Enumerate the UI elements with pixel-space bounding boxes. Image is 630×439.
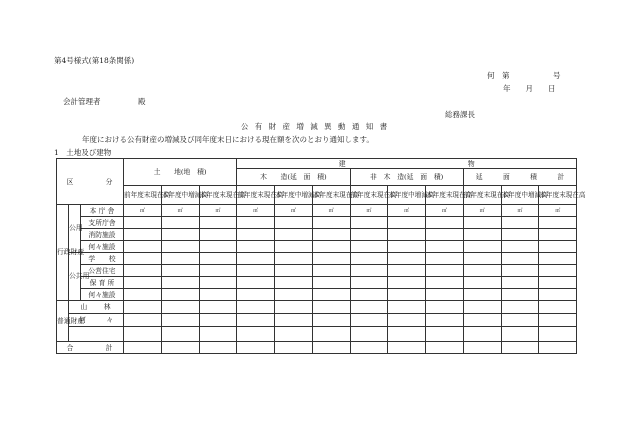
sub-prev: 前年度末現在高	[463, 186, 501, 205]
row-label-shichosha: 支所庁舎	[81, 217, 124, 229]
intro-text: 年度における公有財産の増減及び同年度末日における現在額を次のとおり通知します。	[82, 135, 374, 144]
table-row	[57, 217, 577, 229]
sub-change: 本年度中増減高	[501, 186, 539, 205]
table-row	[57, 253, 577, 265]
row-label-nanika: 何々施設	[81, 241, 124, 253]
row-label-shobo: 消防施設	[81, 229, 124, 241]
admin-property-label: 行政財産	[57, 205, 69, 301]
unit-label: ㎡	[199, 205, 237, 217]
table-row	[57, 229, 577, 241]
sub-change: 本年度中増減高	[275, 186, 313, 205]
grand-total-label: 合 計	[57, 342, 124, 354]
unit-label: ㎡	[124, 205, 162, 217]
addressee: 会計管理者	[63, 97, 101, 106]
sub-prev: 前年度末現在高	[350, 186, 388, 205]
row-label-kouei: 公営住宅	[81, 265, 124, 277]
unit-label: ㎡	[388, 205, 426, 217]
unit-label: ㎡	[463, 205, 501, 217]
table-row	[57, 265, 577, 277]
unit-label: ㎡	[161, 205, 199, 217]
sub-curr: 本年度末現在高	[539, 186, 577, 205]
document-number-label: 何 第	[487, 71, 510, 80]
document-number-suffix: 号	[553, 71, 561, 80]
table-row	[57, 342, 577, 354]
table-row	[57, 241, 577, 253]
header-wood: 木 造(延 面 積)	[237, 169, 350, 186]
sender: 総務課長	[445, 110, 475, 119]
public-use-label: 公用	[69, 205, 81, 253]
addressee-honorific: 殿	[138, 97, 146, 106]
row-label-honchosha: 本 庁 舎	[81, 205, 124, 217]
sub-prev: 前年度末現在高	[237, 186, 275, 205]
unit-label: ㎡	[275, 205, 313, 217]
unit-label: ㎡	[426, 205, 464, 217]
unit-label: ㎡	[501, 205, 539, 217]
table-row	[57, 277, 577, 289]
table-row	[57, 327, 577, 342]
sub-change: 本年度中増減高	[388, 186, 426, 205]
header-building: 建 物	[237, 159, 577, 169]
sub-curr: 本年度末現在高	[312, 186, 350, 205]
unit-label: ㎡	[312, 205, 350, 217]
row-label-sanrin: 山 林	[69, 301, 124, 314]
header-total-area: 延 面 積 計	[463, 169, 576, 186]
header-land: 土 地(地 積)	[124, 159, 237, 186]
document-title: 公 有 財 産 増 減 異 動 通 知 書	[240, 122, 390, 131]
sub-curr: 本年度末現在高	[426, 186, 464, 205]
general-property-label: 普通財産	[57, 301, 69, 342]
unit-label: ㎡	[539, 205, 577, 217]
public-common-use-label: 公共用	[69, 253, 81, 301]
table-row	[57, 314, 577, 327]
row-label-nanika: 何 々	[69, 314, 124, 327]
table-row	[57, 205, 577, 217]
row-label-gakko: 学 校	[81, 253, 124, 265]
row-label-hoikusho: 保 育 所	[81, 277, 124, 289]
table-row	[57, 289, 577, 301]
form-number: 第4号様式(第18条関係)	[54, 56, 135, 65]
table-row	[57, 301, 577, 314]
sub-prev: 前年度末現在高	[124, 186, 162, 205]
sub-change: 本年度中増減高	[161, 186, 199, 205]
header-category: 区 分	[57, 159, 124, 205]
sub-curr: 本年度末現在高	[199, 186, 237, 205]
header-nonwood: 非 木 造(延 面 積)	[350, 169, 463, 186]
unit-label: ㎡	[237, 205, 275, 217]
property-table	[56, 158, 586, 354]
date-line: 年 月 日	[503, 84, 556, 93]
unit-label: ㎡	[350, 205, 388, 217]
section-heading: 1 土地及び建物	[54, 148, 112, 157]
row-label-nanika: 何々施設	[81, 289, 124, 301]
